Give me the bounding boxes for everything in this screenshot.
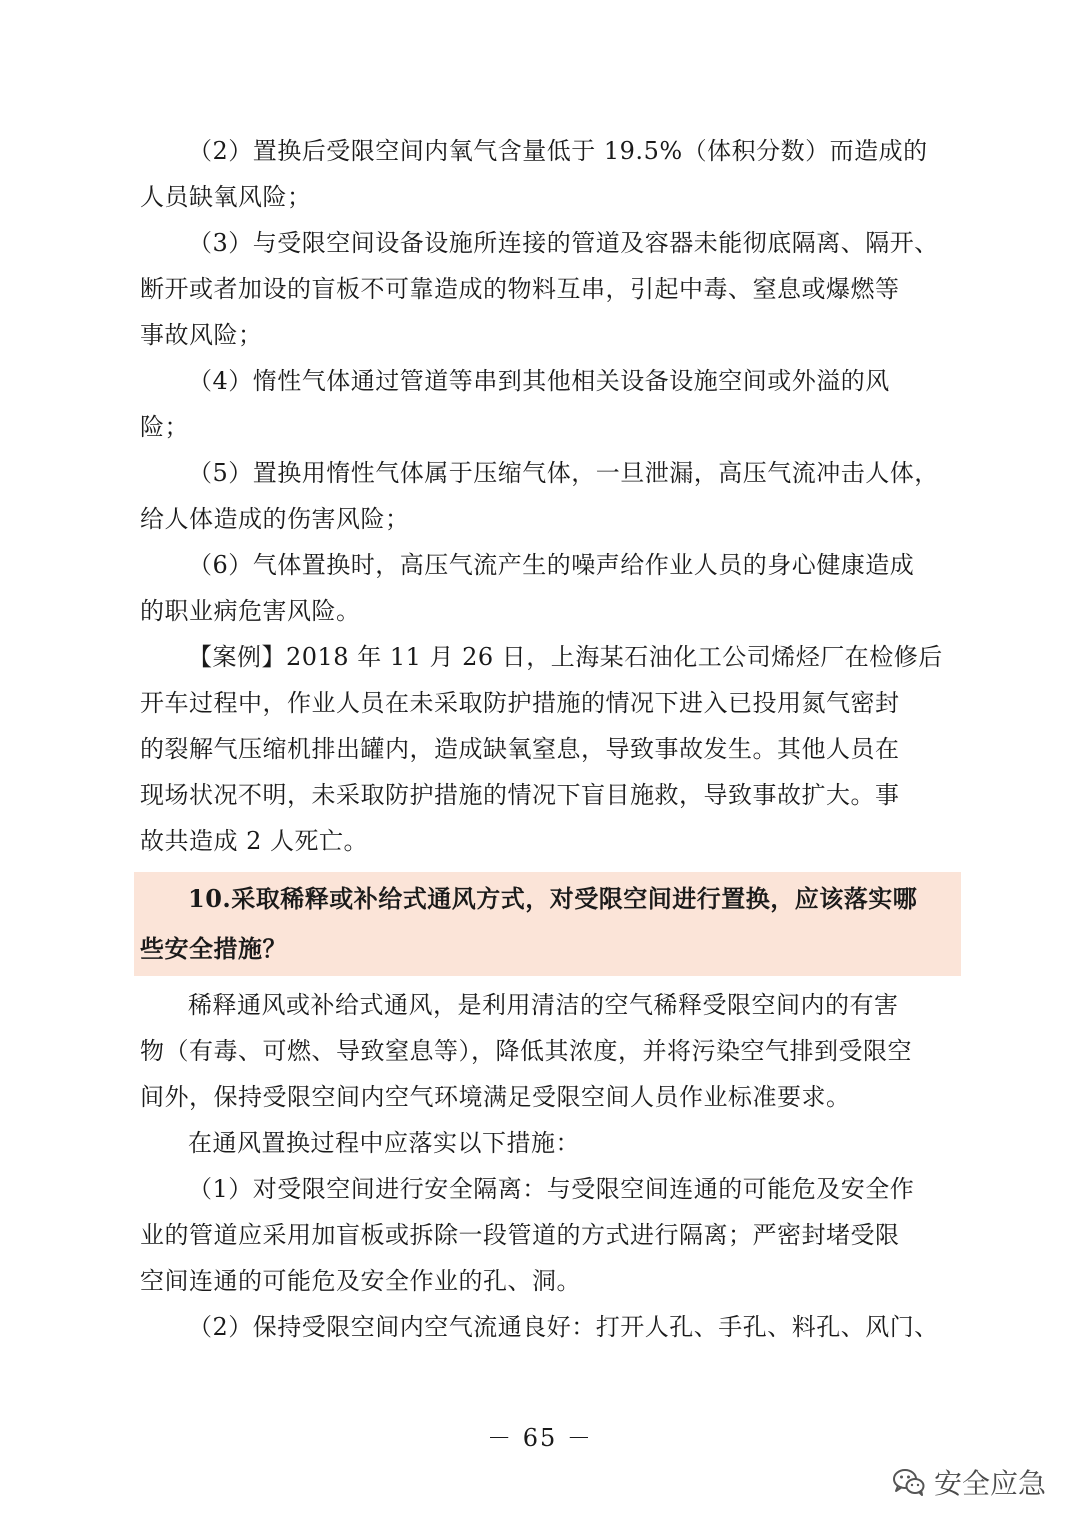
text-line: 事故风险； [140,321,263,349]
document-body [140,128,955,1350]
paragraphs-after [140,982,955,1350]
text-line: 物（有毒、可燃、导致窒息等），降低其浓度，并将污染空气排到受限空 [140,1037,912,1065]
text-line: 间外，保持受限空间内空气环境满足受限空间人员作业标准要求。 [140,1083,851,1111]
paragraph [140,1166,955,1304]
text-line: 业的管道应采用加盲板或拆除一段管道的方式进行隔离；严密封堵受限 [140,1221,900,1249]
text-line: （2）置换后受限空间内氧气含量低于 19.5%（体积分数）而造成的 [188,137,928,165]
paragraph [140,982,955,1120]
text-line: 的职业病危害风险。 [140,597,361,625]
paragraph [140,220,955,358]
text-line: （2）保持受限空间内空气流通良好：打开人孔、手孔、料孔、风门、 [188,1313,939,1341]
page-number: － 65 － [487,1424,593,1452]
text-line: 险； [140,413,189,441]
paragraphs-before [140,128,955,864]
question-heading [140,874,955,974]
account-watermark [892,1462,1046,1502]
text-line: 的裂解气压缩机排出罐内，造成缺氧窒息，导致事故发生。其他人员在 [140,735,900,763]
text-line: 空间连通的可能危及安全作业的孔、洞。 [140,1267,581,1295]
heading-line: 10.采取稀释或补给式通风方式，对受限空间进行置换，应该落实哪 [188,884,918,913]
heading-line: 些安全措施？ [140,934,287,963]
question-heading-box [134,872,961,976]
paragraph [140,358,955,450]
paragraph [140,634,955,864]
text-line: 人员缺氧风险； [140,183,312,211]
text-line: 故共造成 2 人死亡。 [140,827,369,855]
text-line: 断开或者加设的盲板不可靠造成的物料互串，引起中毒、窒息或爆燃等 [140,275,900,303]
paragraph [140,450,955,542]
paragraph [140,1120,955,1166]
paragraph [140,1304,955,1350]
text-line: 现场状况不明，未采取防护措施的情况下盲目施救，导致事故扩大。事 [140,781,900,809]
text-line: （6）气体置换时，高压气流产生的噪声给作业人员的身心健康造成 [188,551,915,579]
text-line: （3）与受限空间设备设施所连接的管道及容器未能彻底隔离、隔开、 [188,229,939,257]
watermark-label: 安全应急 [933,1467,1046,1500]
paragraph [140,128,955,220]
text-line: 【案例】2018 年 11 月 26 日，上海某石油化工公司烯烃厂在检修后 [188,643,943,671]
text-line: 给人体造成的伤害风险； [140,505,410,533]
text-line: （1）对受限空间进行安全隔离：与受限空间连通的可能危及安全作 [188,1175,915,1203]
text-line: 开车过程中，作业人员在未采取防护措施的情况下进入已投用氮气密封 [140,689,900,717]
paragraph [140,542,955,634]
text-line: 在通风置换过程中应落实以下措施： [188,1129,580,1157]
text-line: （5）置换用惰性气体属于压缩气体，一旦泄漏，高压气流冲击人体， [188,459,939,487]
text-line: 稀释通风或补给式通风，是利用清洁的空气稀释受限空间内的有害 [188,991,899,1019]
text-line: （4）惰性气体通过管道等串到其他相关设备设施空间或外溢的风 [188,367,890,395]
wechat-icon [892,1467,926,1497]
